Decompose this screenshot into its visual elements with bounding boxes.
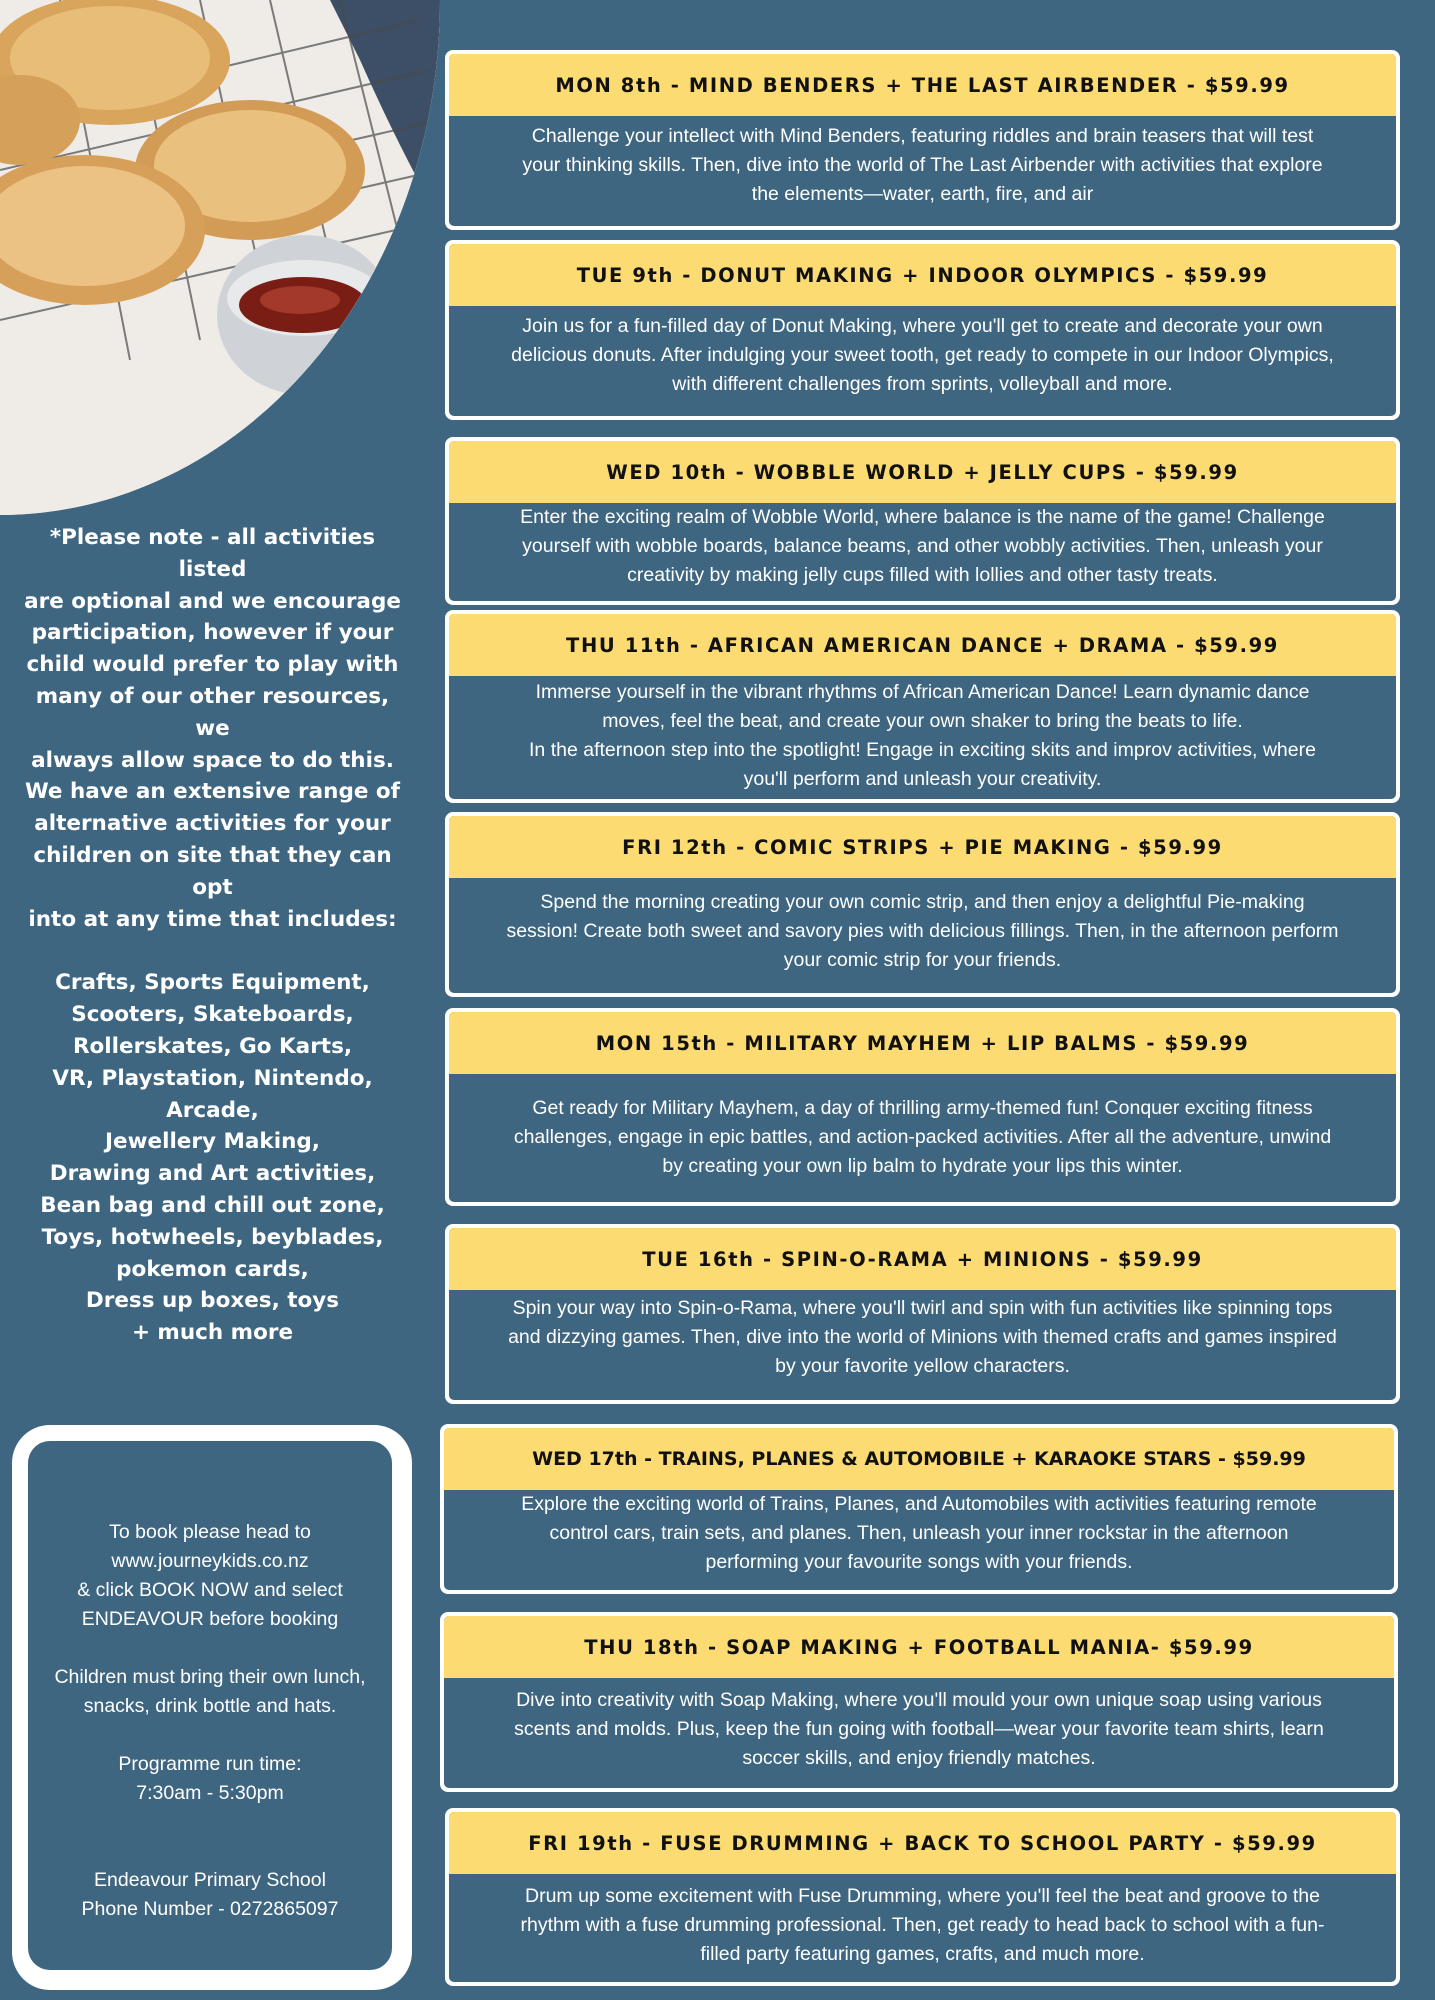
description-line: rhythm with a fuse drumming professional. Then, get ready to head back to school with a fun- [520, 1914, 1325, 1936]
description-line: delicious donuts. After indulging your sweet tooth, get ready to compete in our Indoor Olympics, [511, 344, 1334, 366]
event-title: THU 11th - AFRICAN AMERICAN DANCE + DRAMA - $59.99 [449, 614, 1396, 676]
booking-line: To book please head to [109, 1521, 311, 1543]
event-description [444, 1678, 1394, 1773]
event-card-thu-11 [445, 610, 1400, 803]
note-line: are optional and we encourage [24, 588, 401, 614]
booking-info-content [28, 1441, 392, 1970]
event-description [449, 1290, 1396, 1381]
pies-illustration [0, 0, 440, 515]
description-line: with different challenges from sprints, volleyball and more. [672, 373, 1173, 395]
event-title: MON 8th - MIND BENDERS + THE LAST AIRBENDER - $59.99 [449, 54, 1396, 116]
description-line: Spin your way into Spin-o-Rama, where you'll twirl and spin with fun activities like spinning tops [512, 1297, 1333, 1319]
description-line: control cars, train sets, and planes. Then, unleash your inner rockstar in the afternoon [549, 1522, 1289, 1544]
description-line: creativity by making jelly cups filled with lollies and other tasty treats. [627, 564, 1218, 586]
description-line: Immerse yourself in the vibrant rhythms of African American Dance! Learn dynamic dance [535, 681, 1310, 703]
activity-line: Drawing and Art activities, [49, 1161, 376, 1187]
event-title: FRI 12th - COMIC STRIPS + PIE MAKING - $59.99 [449, 816, 1396, 878]
event-title: TUE 16th - SPIN-O-RAMA + MINIONS - $59.99 [449, 1228, 1396, 1290]
event-description [444, 1490, 1394, 1577]
description-line: challenges, engage in epic battles, and action-packed activities. After all the adventure, unwind [513, 1126, 1332, 1148]
event-description [449, 116, 1396, 209]
description-line: your comic strip for your friends. [783, 949, 1062, 971]
runtime-label: Programme run time: [118, 1753, 302, 1775]
description-line: moves, feel the beat, and create your own shaker to bring the beats to life. [602, 710, 1243, 732]
note-line: into at any time that includes: [28, 906, 397, 932]
description-line: scents and molds. Plus, keep the fun going with football—wear your favorite team shirts, learn [514, 1718, 1324, 1740]
booking-info-box [12, 1425, 412, 1990]
description-line: yourself with wobble boards, balance beams, and other wobbly activities. Then, unleash your [522, 535, 1323, 557]
activity-line: Crafts, Sports Equipment, [55, 970, 370, 996]
activity-line: Scooters, Skateboards, [71, 1002, 354, 1028]
description-line: In the afternoon step into the spotlight! Engage in exciting skits and improv activities, where [529, 739, 1316, 761]
booking-line: ENDEAVOUR before booking [81, 1608, 339, 1630]
description-line: Get ready for Military Mayhem, a day of thrilling army-themed fun! Conquer exciting fitness [532, 1097, 1313, 1119]
event-description [449, 306, 1396, 399]
runtime-value: 7:30am - 5:30pm [136, 1782, 284, 1804]
note-line: children on site that they can opt [33, 842, 392, 900]
event-title: FRI 19th - FUSE DRUMMING + BACK TO SCHOOL PARTY - $59.99 [449, 1812, 1396, 1874]
booking-website[interactable]: www.journeykids.co.nz [111, 1550, 309, 1572]
note-line: *Please note - all activities listed [49, 525, 376, 582]
activity-line: Bean bag and chill out zone, [40, 1192, 385, 1218]
event-description [449, 1874, 1396, 1969]
activity-line: Jewellery Making, [105, 1129, 320, 1155]
description-line: by your favorite yellow characters. [775, 1355, 1070, 1377]
phone-number: Phone Number - 0272865097 [81, 1898, 339, 1920]
pies-photo [0, 0, 440, 515]
note-line: We have an extensive range of [24, 779, 401, 805]
event-title: WED 10th - WOBBLE WORLD + JELLY CUPS - $59.99 [449, 441, 1396, 503]
event-card-wed-10 [445, 437, 1400, 605]
activity-line: pokemon cards, [116, 1256, 309, 1282]
activity-line: VR, Playstation, Nintendo, [52, 1065, 373, 1091]
description-line: Dive into creativity with Soap Making, where you'll mould your own unique soap using various [516, 1689, 1322, 1711]
description-line: by creating your own lip balm to hydrate your lips this winter. [662, 1155, 1183, 1177]
description-line: Challenge your intellect with Mind Benders, featuring riddles and brain teasers that will test [531, 125, 1314, 147]
description-line: Spend the morning creating your own comic strip, and then enjoy a delightful Pie-making [540, 891, 1305, 913]
description-line: performing your favourite songs with your friends. [705, 1551, 1133, 1573]
description-line: Enter the exciting realm of Wobble World, where balance is the name of the game! Challenge [520, 506, 1325, 528]
activity-line: Rollerskates, Go Karts, [72, 1033, 353, 1059]
description-line: your thinking skills. Then, dive into the world of The Last Airbender with activities that explore [522, 154, 1323, 176]
event-title: WED 17th - TRAINS, PLANES & AUTOMOBILE + KARAOKE STARS - $59.99 [444, 1428, 1394, 1490]
booking-line: & click BOOK NOW and select [77, 1579, 343, 1601]
event-description [449, 676, 1396, 794]
note-line: many of our other resources, we [35, 683, 390, 741]
description-line: soccer skills, and enjoy friendly matches. [742, 1747, 1096, 1769]
note-line: always allow space to do this. [31, 747, 394, 773]
description-line: session! Create both sweet and savory pies with delicious fillings. Then, in the afternoon perform [506, 920, 1339, 942]
note-line: child would prefer to play with [26, 652, 399, 678]
event-card-mon-15 [445, 1008, 1400, 1206]
description-line: filled party featuring games, crafts, and much more. [700, 1943, 1145, 1965]
event-title: THU 18th - SOAP MAKING + FOOTBALL MANIA- $59.99 [444, 1616, 1394, 1678]
event-card-thu-18 [440, 1612, 1398, 1792]
event-title: TUE 9th - DONUT MAKING + INDOOR OLYMPICS - $59.99 [449, 244, 1396, 306]
activity-line: + much more [131, 1320, 294, 1346]
description-line: Explore the exciting world of Trains, Planes, and Automobiles with activities featuring remote [521, 1493, 1317, 1515]
school-name: Endeavour Primary School [94, 1869, 326, 1891]
event-title: MON 15th - MILITARY MAYHEM + LIP BALMS - $59.99 [449, 1012, 1396, 1074]
event-description [449, 878, 1396, 975]
bring-line: snacks, drink bottle and hats. [83, 1695, 337, 1717]
event-card-tue-16 [445, 1224, 1400, 1404]
bring-line: Children must bring their own lunch, [54, 1666, 366, 1688]
activity-line: Toys, hotwheels, beyblades, [41, 1224, 384, 1250]
description-line: and dizzying games. Then, dive into the world of Minions with themed crafts and games inspired [508, 1326, 1337, 1348]
event-card-tue-9 [445, 240, 1400, 420]
activities-note [20, 522, 405, 1349]
event-description [449, 503, 1396, 590]
description-line: you'll perform and unleash your creativity. [743, 768, 1102, 790]
description-line: Join us for a fun-filled day of Donut Making, where you'll get to create and decorate your own [522, 315, 1323, 337]
note-line: participation, however if your [31, 620, 394, 646]
description-line: Drum up some excitement with Fuse Drumming, where you'll feel the beat and groove to the [525, 1885, 1320, 1907]
event-card-fri-12 [445, 812, 1400, 997]
note-line: alternative activities for your [34, 811, 391, 837]
event-description [449, 1074, 1396, 1181]
activity-line: Arcade, [166, 1097, 259, 1123]
event-card-fri-19 [445, 1808, 1400, 1986]
activity-line: Dress up boxes, toys [85, 1288, 340, 1314]
event-card-wed-17 [440, 1424, 1398, 1594]
event-card-mon-8 [445, 50, 1400, 230]
description-line: the elements—water, earth, fire, and air [751, 183, 1094, 205]
